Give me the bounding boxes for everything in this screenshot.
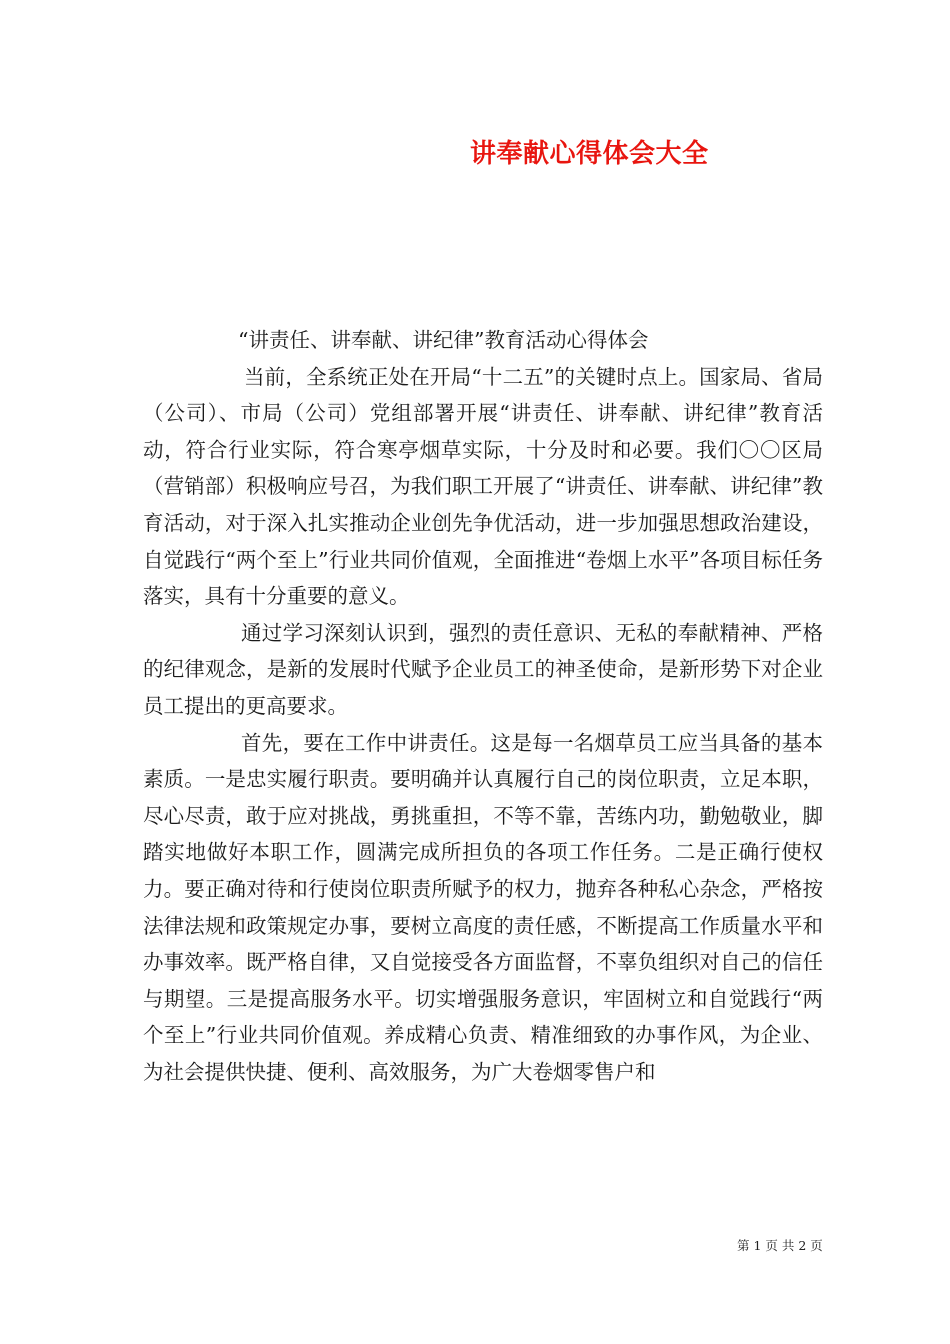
page-number-footer: 第 1 页 共 2 页 [737, 1238, 823, 1253]
paragraph-3: 首先，要在工作中讲责任。这是每一名烟草员工应当具备的基本素质。一是忠实履行职责。要明确并认真履行自己的岗位职责，立足本职，尽心尽责，敢于应对挑战，勇挑重担，不等不靠，苦练内功，勤勉敬业，脚踏实地做好本职工作，圆满完成所担负的各项工作任务。二是正确行使权力。要正确对待和行使岗位职责所赋予的权力，抛弃各种私心杂念，严格按法律法规和政策规定办事，要树立高度的责任感，不断提高工作质量水平和办事效率。既严格自律，又自觉接受各方面监督，不辜负组织对自己的信任与期望。三是提高服务水平。切实增强服务意识，牢固树立和自觉践行“两个至上”行业共同价值观。养成精心负责、精准细致的办事作风，为企业、为社会提供快捷、便利、高效服务，为广大卷烟零售户和 [143, 730, 823, 1084]
paragraph-1: 当前，全系统正处在开局“十二五”的关键时点上。国家局、省局（公司）、市局（公司）党组部署开展“讲责任、讲奉献、讲纪律”教育活动，符合行业实际，符合寒亭烟草实际，十分及时和必要。我们〇〇区局（营销部）积极响应号召，为我们职工开展了“讲责任、讲奉献、讲纪律”教育活动，对于深入扎实推动企业创先争优活动，进一步加强思想政治建设，自觉践行“两个至上”行业共同价值观，全面推进“卷烟上水平”各项目标任务落实，具有十分重要的意义。 [143, 364, 823, 609]
section-subheading: “讲责任、讲奉献、讲纪律”教育活动心得体会 [238, 328, 649, 352]
document-title: 讲奉献心得体会大全 [470, 139, 709, 169]
document-body [143, 322, 823, 1090]
paragraph-2: 通过学习深刻认识到，强烈的责任意识、无私的奉献精神、严格的纪律观念，是新的发展时代赋予企业员工的神圣使命，是新形势下对企业员工提出的更高要求。 [143, 620, 823, 718]
